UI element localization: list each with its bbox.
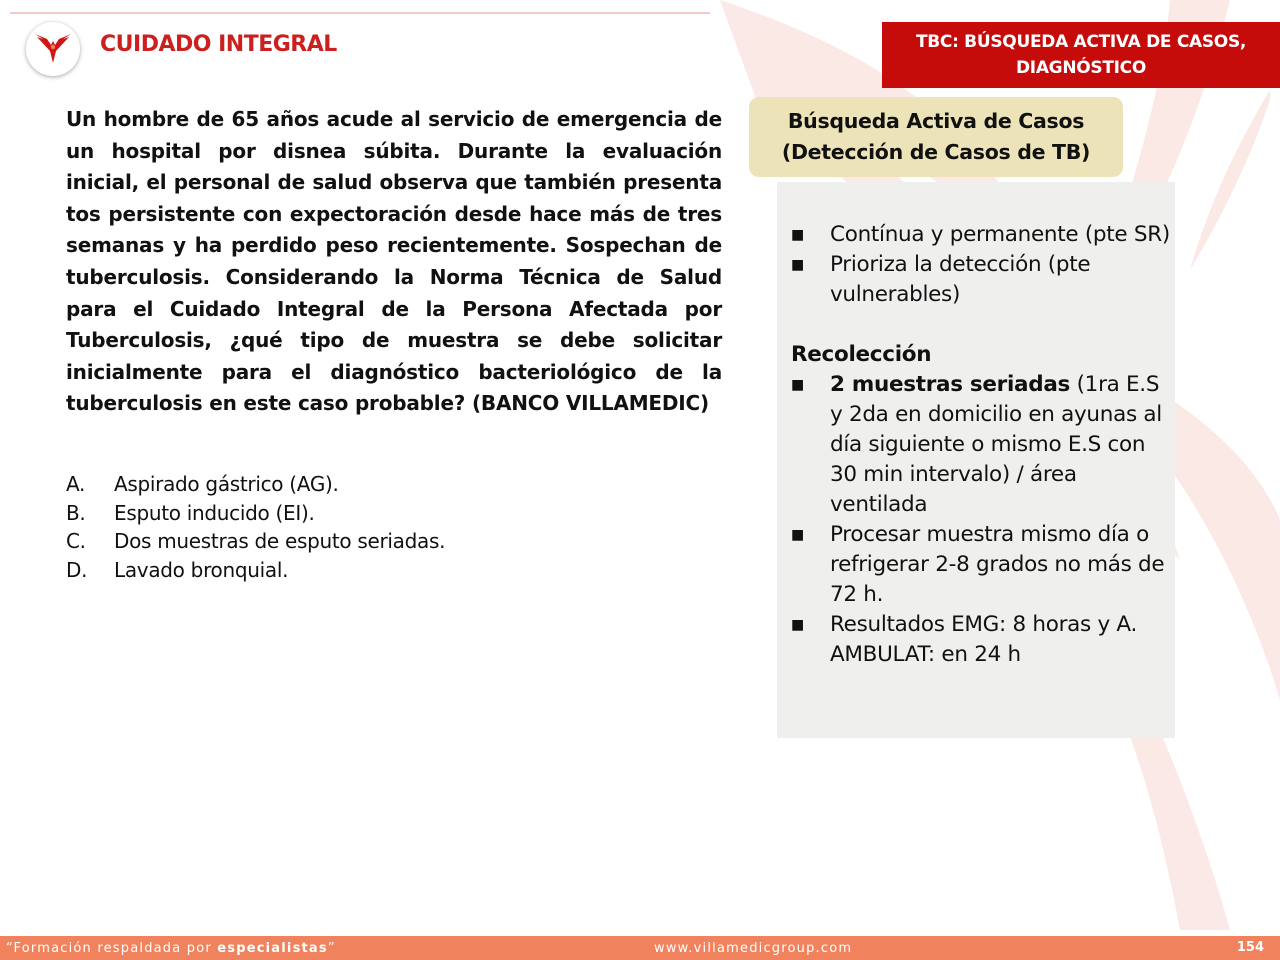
slogan-prefix: “Formación respaldada por <box>6 941 218 956</box>
square-bullet-icon: ■ <box>791 527 804 543</box>
list-item <box>791 220 1176 250</box>
summary-header-line-1: Búsqueda Activa de Casos <box>787 109 1085 133</box>
option-d <box>66 556 722 585</box>
topic-line-1: TBC: BÚSQUEDA ACTIVA DE CASOS, <box>915 32 1247 52</box>
answer-options <box>66 470 722 584</box>
summary-content <box>791 220 1176 670</box>
option-a <box>66 470 722 499</box>
option-letter: A. <box>66 472 86 496</box>
option-letter: B. <box>66 500 86 525</box>
search-bullets <box>791 220 1176 310</box>
square-bullet-icon: ■ <box>791 617 804 633</box>
recoleccion-title: Recolección <box>791 342 932 367</box>
list-item <box>791 370 1176 520</box>
top-divider-line <box>10 12 710 14</box>
list-item <box>791 610 1176 670</box>
option-c <box>66 527 722 556</box>
bullet-text <box>830 370 1176 520</box>
page-number: 154 <box>1236 940 1264 955</box>
footer-bar <box>0 936 1280 960</box>
topic-line-2: DIAGNÓSTICO <box>1015 58 1147 78</box>
topic-banner <box>882 22 1280 88</box>
list-item <box>791 520 1176 610</box>
bullet-text: Contínua y permanente (pte SR) <box>830 222 1170 247</box>
bullet-text: Procesar muestra mismo día o refrigerar 2-8 grados no más de 72 h. <box>830 522 1165 607</box>
bullet-text: Prioriza la detección (pte vulnerables) <box>830 252 1091 307</box>
option-b <box>66 499 722 528</box>
footer-slogan <box>6 941 336 956</box>
footer-url-link[interactable]: www.villamedicgroup.com <box>654 941 853 956</box>
option-text: Aspirado gástrico (AG). <box>114 472 339 496</box>
recoleccion-bullets <box>791 370 1176 670</box>
question-text: Un hombre de 65 años acude al servicio de emergencia de un hospital por disnea súbita. Durante la evaluación inicial, el personal de salud observa que también presenta tos persistente con expectoración desde hace más de tres semanas y ha perdido peso recientemente. Sospechan de tuberculosis. Considerando la Norma Técnica de Salud para el Cuidado Integral de la Persona Afectada por Tuberculosis, ¿qué tipo de muestra se debe solicitar inicialmente para el diagnóstico bacteriológico de la tuberculosis en este caso probable? (BANCO VILLAMEDIC) <box>66 107 722 416</box>
bullet-rest-text: (1ra E.S y 2da en domicilio en ayunas al día siguiente o mismo E.S con 30 min intervalo) / área ventilada <box>830 372 1162 517</box>
bullet-bold-text: 2 muestras seriadas <box>830 372 1071 397</box>
option-text: Dos muestras de esputo seriadas. <box>114 529 446 553</box>
square-bullet-icon: ■ <box>791 257 804 273</box>
summary-header <box>749 97 1123 177</box>
slogan-bold: especialistas <box>217 941 328 956</box>
list-item <box>791 250 1176 310</box>
section-title: CUIDADO INTEGRAL <box>100 32 337 57</box>
option-text: Esputo inducido (EI). <box>114 500 315 525</box>
phoenix-logo-icon <box>26 22 80 76</box>
option-letter: C. <box>66 529 86 553</box>
option-text: Lavado bronquial. <box>114 557 289 582</box>
option-letter: D. <box>66 557 88 582</box>
slogan-suffix: ” <box>327 941 336 956</box>
square-bullet-icon: ■ <box>791 377 804 393</box>
bullet-text: Resultados EMG: 8 horas y A. AMBULAT: en 24 h <box>830 612 1137 667</box>
square-bullet-icon: ■ <box>791 227 804 243</box>
summary-header-line-2: (Detección de Casos de TB) <box>781 140 1091 164</box>
